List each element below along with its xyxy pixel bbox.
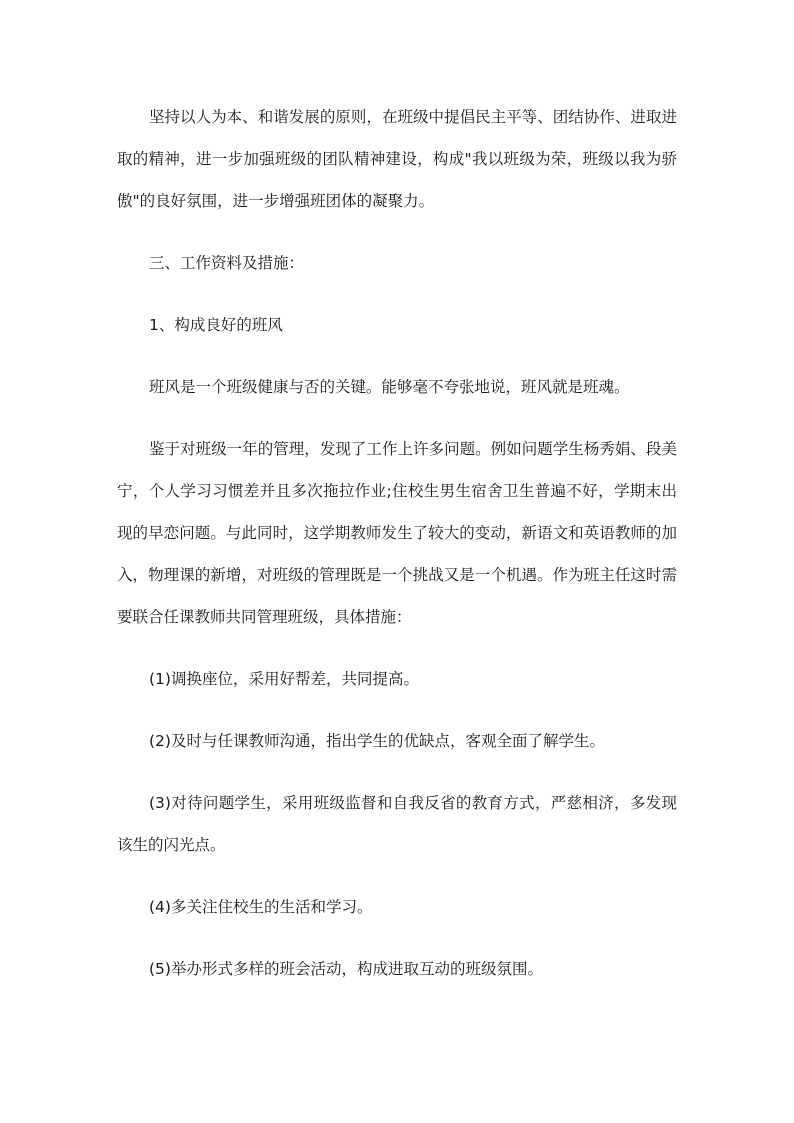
paragraph-problems: 鉴于对班级一年的管理，发现了工作上许多问题。例如问题学生杨秀娟、段美宁，个人学习习惯差并且多次拖拉作业;住校生男生宿舍卫生普遍不好，学期末出现的早恋问题。与此同时，这学期教师发生了较大的变动，新语文和英语教师的加入，物理课的新增，对班级的管理既是一个挑战又是一个机遇。作为班主任这时需要联合任课教师共同管理班级，具体措施： xyxy=(117,440,677,626)
measure-item-4: (4)多关注住校生的生活和学习。 xyxy=(149,898,373,916)
subheading-class-spirit: 1、构成良好的班风 xyxy=(149,316,283,334)
section-heading-work-measures: 三、工作资料及措施： xyxy=(149,254,305,272)
measure-item-1: (1)调换座位，采用好帮差，共同提高。 xyxy=(149,670,419,688)
paragraph-principle: 坚持以人为本、和谐发展的原则，在班级中提倡民主平等、团结协作、进取进取的精神，进一步加强班级的团队精神建设，构成"我以班级为荣，班级以我为骄傲"的良好氛围，进一步增强班团体的凝聚力。 xyxy=(117,108,677,210)
measure-item-2: (2)及时与任课教师沟通，指出学生的优缺点，客观全面了解学生。 xyxy=(149,732,605,750)
measure-item-5: (5)举办形式多样的班会活动，构成进取互动的班级氛围。 xyxy=(149,960,543,978)
paragraph-class-spirit: 班风是一个班级健康与否的关键。能够毫不夸张地说，班风就是班魂。 xyxy=(149,378,630,396)
measure-item-3: (3)对待问题学生，采用班级监督和自我反省的教育方式，严慈相济，多发现该生的闪光点。 xyxy=(117,794,677,854)
document-body xyxy=(117,96,677,1010)
